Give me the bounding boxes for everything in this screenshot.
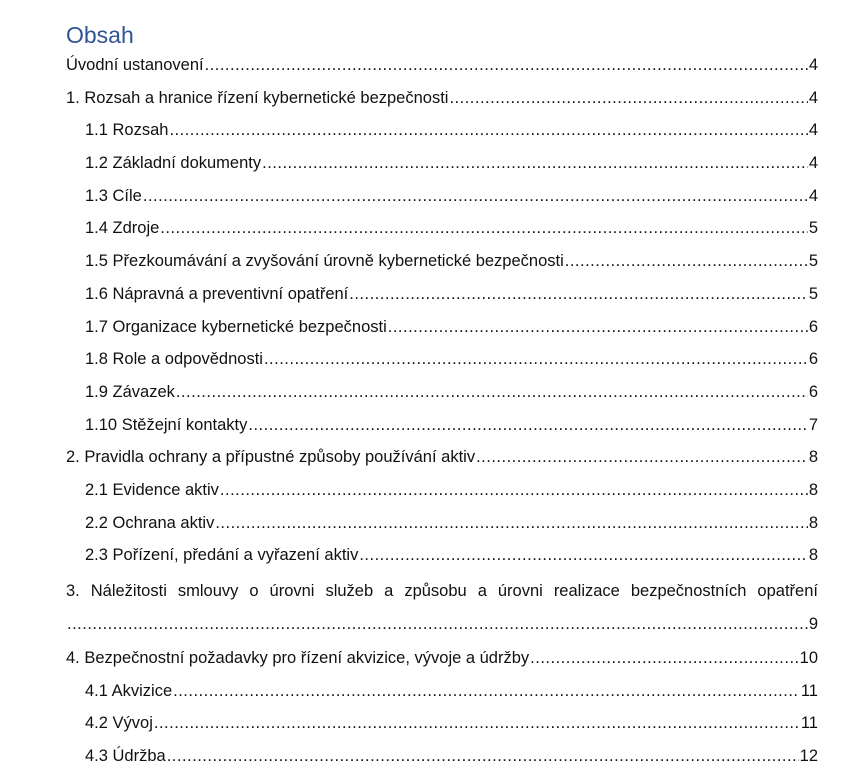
toc-entry-text: 1.6 Nápravná a preventivní opatření <box>85 284 349 303</box>
toc-entry-text: 1. Rozsah a hranice řízení kybernetické bezpečnosti <box>66 88 449 107</box>
dot-leader <box>349 283 808 305</box>
toc-entry-word: úrovni <box>269 582 315 600</box>
toc-entry-page: 11 <box>800 714 818 733</box>
dot-leader <box>264 348 808 370</box>
toc-entry-text: 4.2 Vývoj <box>85 714 153 733</box>
toc-entry-page: 7 <box>808 415 818 434</box>
dot-leader <box>476 446 808 468</box>
dot-leader <box>67 613 808 635</box>
dot-leader <box>530 647 798 669</box>
toc-entry-page: 5 <box>808 284 818 303</box>
dot-leader <box>248 414 807 436</box>
toc-entry-text: 2.2 Ochrana aktiv <box>85 513 215 532</box>
toc-entry-text: 1.10 Stěžejní kontakty <box>85 415 248 434</box>
toc-entry-text: 2.3 Pořízení, předání a vyřazení aktiv <box>85 546 359 565</box>
toc-entry-word: a <box>384 582 394 600</box>
toc-entry-text: 1.4 Zdroje <box>85 219 160 238</box>
toc-list <box>66 54 818 566</box>
toc-entry[interactable] <box>66 512 818 534</box>
toc-entry-page: 11 <box>800 681 818 700</box>
toc-entry[interactable] <box>66 680 818 702</box>
toc-entry-page: 8 <box>808 546 818 565</box>
toc-entry-page: 8 <box>808 480 818 499</box>
toc-entry[interactable] <box>66 712 818 734</box>
dot-leader <box>388 316 808 338</box>
toc-entry-page: 6 <box>808 382 818 401</box>
toc-entry[interactable] <box>66 348 818 370</box>
dot-leader <box>176 381 808 403</box>
toc-title: Obsah <box>66 22 134 48</box>
toc-entry-word: a <box>477 582 487 600</box>
toc-entry-text: 1.1 Rozsah <box>85 121 169 140</box>
toc-entry-text: 2. Pravidla ochrany a přípustné způsoby používání aktiv <box>66 448 476 467</box>
toc-entry-text: 1.9 Závazek <box>85 382 175 401</box>
toc-entry[interactable] <box>66 544 818 566</box>
toc-entry-page: 4 <box>808 186 818 205</box>
toc-entry-page: 5 <box>808 219 818 238</box>
toc-entry[interactable] <box>66 479 818 501</box>
toc-entry-word: způsobu <box>404 582 467 600</box>
toc-entry-text: 1.3 Cíle <box>85 186 142 205</box>
toc-entry[interactable] <box>66 446 818 468</box>
toc-entry-page: 6 <box>808 350 818 369</box>
toc-entry-text: 2.1 Evidence aktiv <box>85 480 219 499</box>
toc-entry-word: úrovni <box>497 582 543 600</box>
dot-leader <box>160 217 808 239</box>
toc-entry-word: 3. <box>66 582 80 600</box>
toc-entry-wrapped[interactable] <box>66 577 818 635</box>
toc-entry-word: smlouvy <box>177 582 239 600</box>
toc-entry-word: realizace <box>553 582 620 600</box>
toc-entry-word: služeb <box>325 582 374 600</box>
dot-leader <box>205 54 808 76</box>
toc-entry[interactable] <box>66 152 818 174</box>
toc-entry[interactable] <box>66 54 818 76</box>
dot-leader <box>262 152 808 174</box>
toc-entry-word: opatření <box>757 582 818 600</box>
toc-entry-page: 12 <box>799 747 818 766</box>
toc-entry-text: 1.5 Přezkoumávání a zvyšování úrovně kybernetické bezpečnosti <box>85 252 564 271</box>
toc-entry[interactable] <box>66 745 818 767</box>
dot-leader <box>169 119 807 141</box>
toc-entry-text: 4.1 Akvizice <box>85 681 173 700</box>
toc-entry-text: Úvodní ustanovení <box>66 56 204 74</box>
toc-entry-word: bezpečnostních <box>630 582 747 600</box>
toc-entry[interactable] <box>66 283 818 305</box>
toc-entry-wrapped-leader <box>66 606 818 635</box>
toc-entry[interactable] <box>66 250 818 272</box>
toc-entry-page: 9 <box>808 615 818 633</box>
toc-entry[interactable] <box>66 381 818 403</box>
toc-entry-text: 4.3 Údržba <box>85 747 166 766</box>
toc-entry-page: 4 <box>808 154 818 173</box>
toc-entry[interactable] <box>66 185 818 207</box>
toc-entry-page: 4 <box>808 121 818 140</box>
toc-entry-text: 1.7 Organizace kybernetické bezpečnosti <box>85 317 387 336</box>
toc-entry-word: Náležitosti <box>90 582 167 600</box>
toc-entry-page: 4 <box>808 56 818 74</box>
toc-entry-page: 4 <box>808 88 818 107</box>
toc-entry-wrapped-text <box>66 577 818 606</box>
toc-entry[interactable] <box>66 217 818 239</box>
toc-entry[interactable] <box>66 87 818 109</box>
toc-entry-page: 8 <box>808 448 818 467</box>
toc-entry-text: 1.8 Role a odpovědnosti <box>85 350 263 369</box>
toc-page <box>66 16 818 778</box>
toc-entry[interactable] <box>66 316 818 338</box>
dot-leader <box>173 680 800 702</box>
toc-list-continued <box>66 647 818 767</box>
toc-entry-word: o <box>249 582 259 600</box>
dot-leader <box>215 512 807 534</box>
toc-entry[interactable] <box>66 647 818 669</box>
dot-leader <box>449 87 807 109</box>
toc-entry-page: 5 <box>808 252 818 271</box>
dot-leader <box>154 712 800 734</box>
toc-entry[interactable] <box>66 119 818 141</box>
dot-leader <box>167 745 799 767</box>
toc-entry[interactable] <box>66 414 818 436</box>
toc-entry-page: 6 <box>808 317 818 336</box>
toc-entry-page: 8 <box>808 513 818 532</box>
dot-leader <box>359 544 807 566</box>
toc-entry-page: 10 <box>799 649 818 667</box>
toc-entry-text: 1.2 Základní dokumenty <box>85 154 262 173</box>
toc-entry-text: 4. Bezpečnostní požadavky pro řízení akvizice, vývoje a údržby <box>66 649 530 667</box>
dot-leader <box>220 479 808 501</box>
dot-leader <box>565 250 808 272</box>
dot-leader <box>143 185 808 207</box>
